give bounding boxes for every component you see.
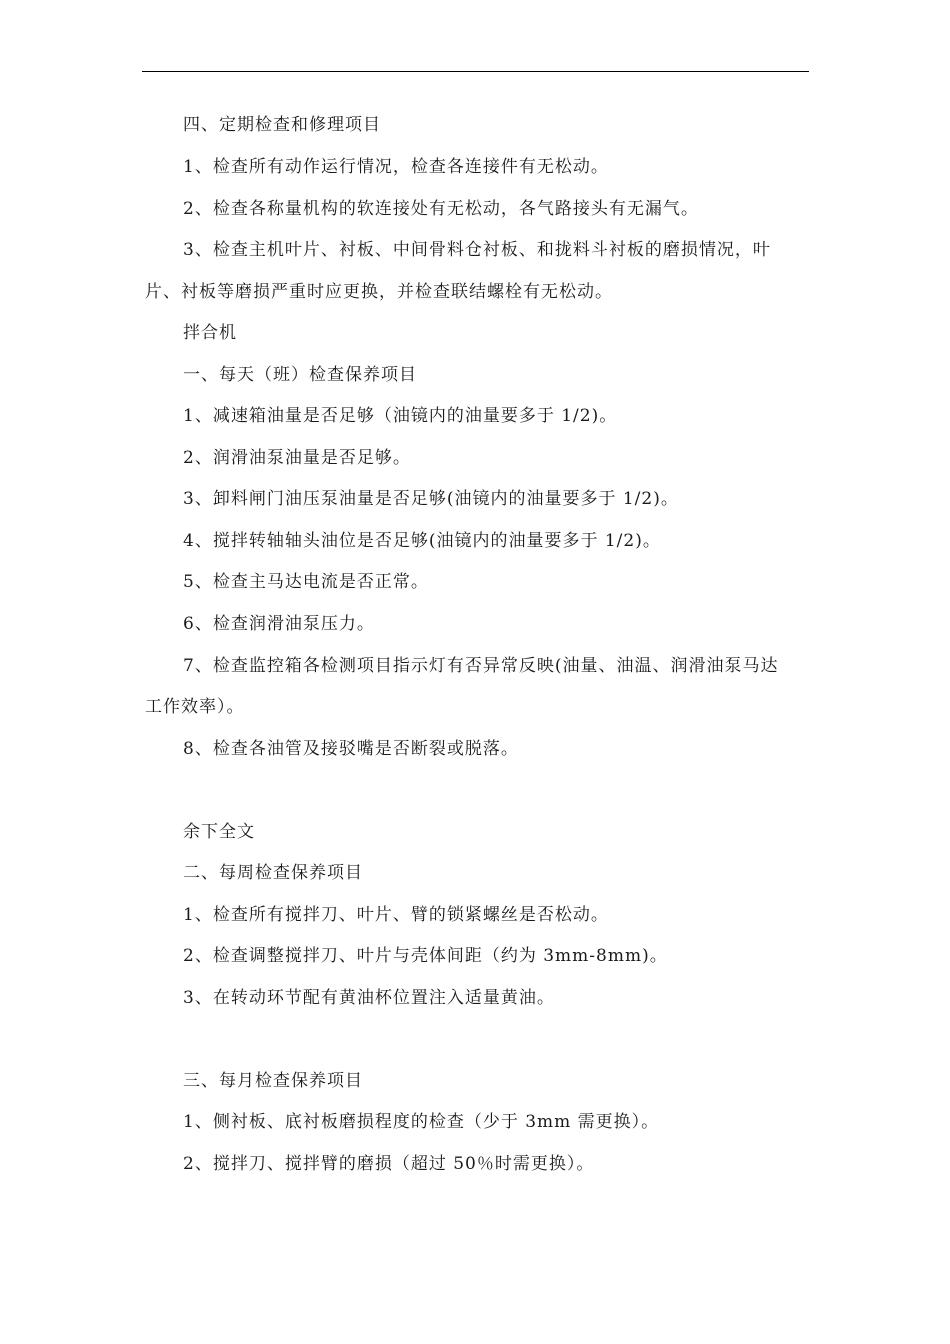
section-heading: 一、每天（班）检查保养项目 [183,365,417,385]
header-rule [142,71,809,72]
paragraph: 5、检查主马达电流是否正常。 [183,572,429,592]
paragraph: 2、润滑油泵油量是否足够。 [183,448,411,468]
paragraph-continuation: 工作效率）。 [145,697,245,717]
paragraph: 3、检查主机叶片、衬板、中间骨料仓衬板、和拢料斗衬板的磨损情况，叶 [183,240,771,260]
paragraph: 2、搅拌刀、搅拌臂的磨损（超过 50％时需更换）。 [183,1154,595,1174]
section-heading: 拌合机 [183,323,237,343]
paragraph-continuation: 片、衬板等磨损严重时应更换，并检查联结螺栓有无松动。 [145,282,613,302]
paragraph: 3、卸料闸门油压泵油量是否足够(油镜内的油量要多于 1/2)。 [183,489,679,509]
paragraph: 6、检查润滑油泵压力。 [183,614,375,634]
paragraph: 3、在转动环节配有黄油杯位置注入适量黄油。 [183,988,555,1008]
paragraph: 4、搅拌转轴轴头油位是否足够(油镜内的油量要多于 1/2)。 [183,531,661,551]
paragraph: 1、检查所有动作运行情况，检查各连接件有无松动。 [183,157,609,177]
section-heading: 二、每周检查保养项目 [183,863,363,883]
paragraph: 8、检查各油管及接驳嘴是否断裂或脱落。 [183,739,519,759]
paragraph: 2、检查各称量机构的软连接处有无松动，各气路接头有无漏气。 [183,199,699,219]
section-heading: 余下全文 [183,822,255,842]
paragraph: 2、检查调整搅拌刀、叶片与壳体间距（约为 3mm-8mm)。 [183,946,668,966]
paragraph: 1、检查所有搅拌刀、叶片、臂的锁紧螺丝是否松动。 [183,905,609,925]
paragraph: 1、减速箱油量是否足够（油镜内的油量要多于 1/2)。 [183,406,618,426]
section-heading: 四、定期检查和修理项目 [183,115,381,135]
paragraph: 7、检查监控箱各检测项目指示灯有否异常反映(油量、油温、润滑油泵马达 [183,656,779,676]
section-heading: 三、每月检查保养项目 [183,1071,363,1091]
paragraph: 1、侧衬板、底衬板磨损程度的检查（少于 3mm 需更换）。 [183,1112,660,1132]
